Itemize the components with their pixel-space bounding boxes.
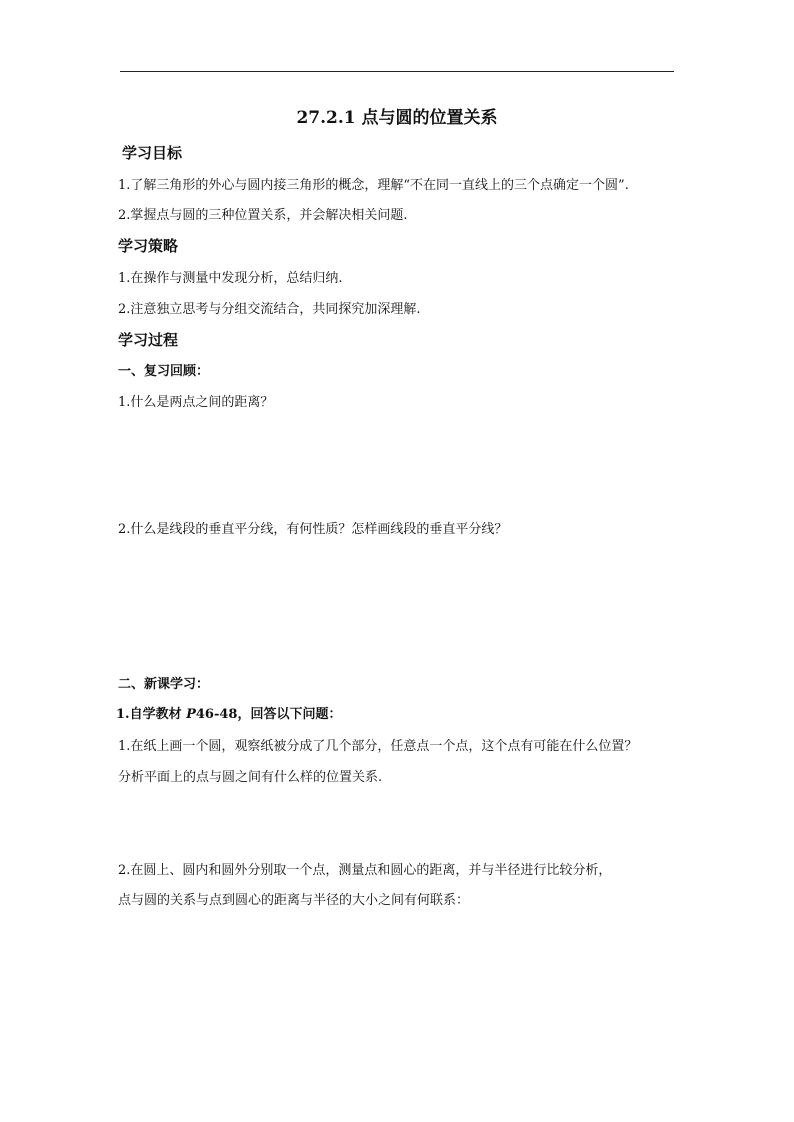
newlesson-question-2-line-1: 2.在圆上、圆内和圆外分别取一个点，测量点和圆心的距离，并与半径进行比较分析， xyxy=(118,863,612,878)
newlesson-question-1-line-1: 1.在纸上画一个圆，观察纸被分成了几个部分，任意点一个点，这个点有可能在什么位置？ xyxy=(118,739,638,754)
newlesson-heading: 二、新课学习： xyxy=(118,677,210,692)
strategy-item-1: 1.在操作与测量中发现分析，总结归纳. xyxy=(118,271,343,286)
self-study-task-prefix: 1.自学教材 xyxy=(116,707,187,722)
objective-item-2: 2.掌握点与圆的三种位置关系，并会解决相关问题. xyxy=(118,208,408,223)
newlesson-question-2-line-2: 点与圆的关系与点到圆心的距离与半径的大小之间有何联系： xyxy=(118,893,470,908)
self-study-task-suffix: 46-48，回答以下问题： xyxy=(195,707,342,722)
objective-item-1: 1.了解三角形的外心与圆内接三角形的概念，理解“不在同一直线上的三个点确定一个圆”. xyxy=(118,178,629,193)
review-question-2: 2.什么是线段的垂直平分线，有何性质？怎样画线段的垂直平分线？ xyxy=(118,522,508,537)
strategy-heading: 学习策略 xyxy=(118,237,179,255)
header-rule xyxy=(120,71,674,72)
review-heading: 一、复习回顾： xyxy=(118,364,210,379)
strategy-item-2: 2.注意独立思考与分组交流结合，共同探究加深理解. xyxy=(118,302,421,317)
review-question-1: 1.什么是两点之间的距离？ xyxy=(118,395,274,410)
objectives-heading: 学习目标 xyxy=(122,144,183,162)
newlesson-question-1-line-2: 分析平面上的点与圆之间有什么样的位置关系. xyxy=(118,770,383,785)
self-study-task-page-letter: P xyxy=(186,707,196,722)
document-title: 27.2.1 点与圆的位置关系 xyxy=(296,108,498,128)
process-heading: 学习过程 xyxy=(118,331,179,349)
self-study-task xyxy=(116,707,341,723)
